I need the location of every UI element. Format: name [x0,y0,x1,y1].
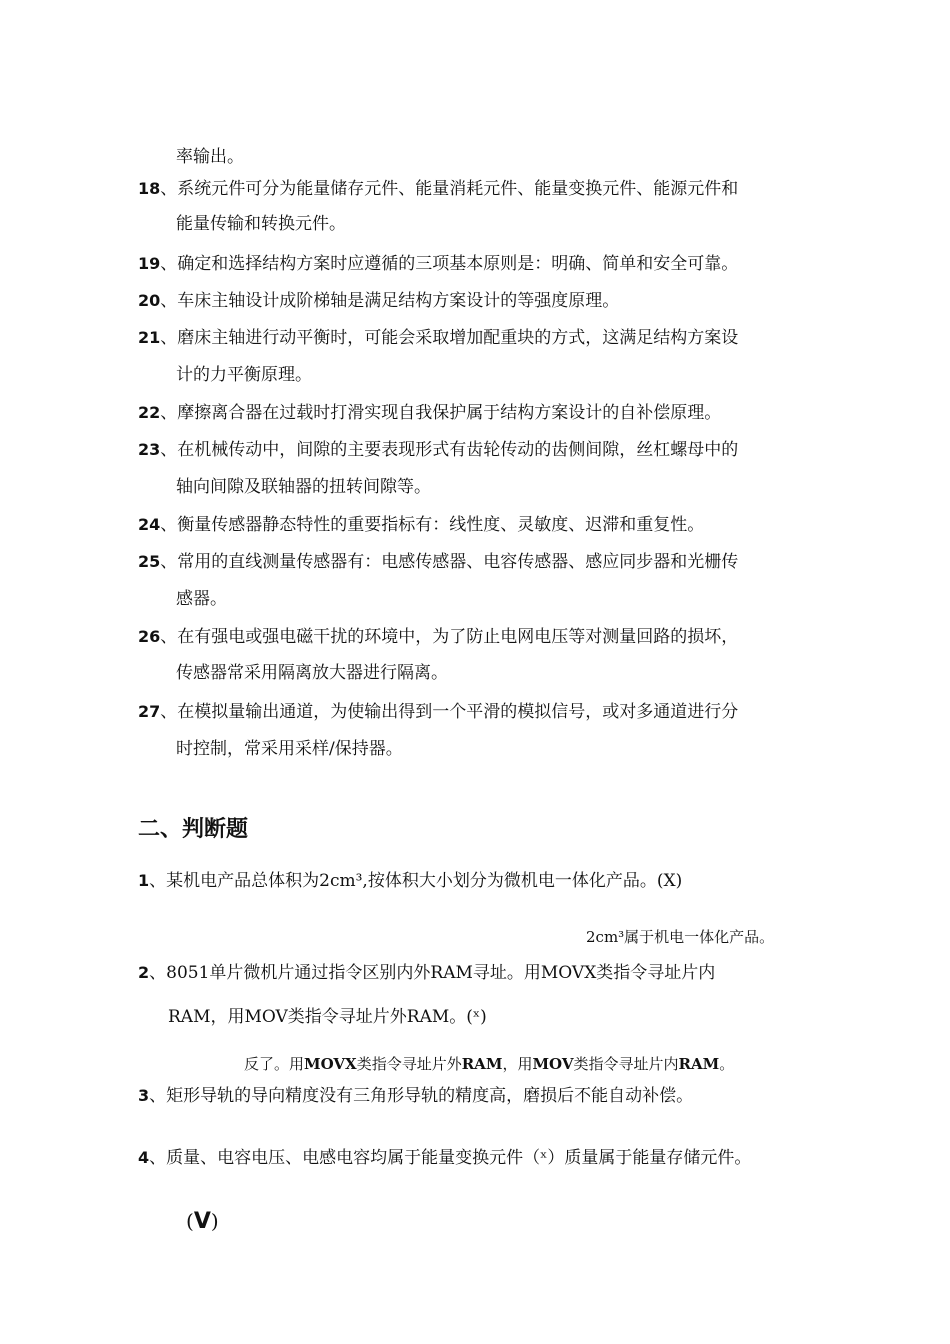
item-25 [138,551,738,573]
item-number: 18 [138,179,161,198]
item-number: 21 [138,328,161,347]
item-text: 在有强电或强电磁干扰的环境中，为了防止电网电压等对测量回路的损坏， [177,627,739,647]
note-text: 类指令寻址片内 [573,1055,679,1073]
question-note: 质量属于能量存储元件。 [564,1148,752,1168]
judge-q3 [138,1085,693,1107]
item-separator: 、 [160,403,178,423]
item-text: 在机械传动中，间隙的主要表现形式有齿轮传动的齿侧间隙，丝杠螺母中的 [177,440,739,460]
question-separator: 、 [149,1086,167,1106]
item-separator: 、 [160,702,178,722]
item-text: 衡量传感器静态特性的重要指标有：线性度、灵敏度、迟滞和重复性。 [177,515,705,535]
question-number: 1 [138,871,150,890]
item-text: 系统元件可分为能量储存元件、能量消耗元件、能量变换元件、能源元件和 [177,179,739,199]
answer-mark: (ˣ) [466,1007,487,1027]
question-text: 质量、电容电压、电感电容均属于能量变换元件 [166,1148,524,1168]
note-text: 类指令寻址片外 [356,1055,462,1073]
item-23 [138,439,738,461]
judge-q4 [138,1147,751,1169]
note-text: ，用 [502,1055,533,1073]
item-number: 24 [138,515,161,534]
paren-close: ) [210,1209,219,1233]
judge-q1 [138,870,682,892]
item-separator: 、 [160,254,178,274]
item-27 [138,701,738,723]
question-separator: 、 [149,963,167,983]
answer-mark: (X) [656,871,683,891]
paren-open: ( [186,1209,194,1233]
question-text: RAM，用MOV类指令寻址片外RAM。 [168,1007,467,1027]
note-text: 。 [719,1055,735,1073]
item-number: 27 [138,702,161,721]
judge-q1-note: 2cm³属于机电一体化产品。 [586,928,775,946]
note-text: 反了。用 [244,1055,305,1073]
note-keyword: MOVX [304,1055,357,1073]
item-25-line2: 感器。 [176,589,227,609]
item-number: 26 [138,627,161,646]
item-text: 确定和选择结构方案时应遵循的三项基本原则是：明确、简单和安全可靠。 [177,254,739,274]
item-20 [138,290,619,312]
item-separator: 、 [160,179,178,199]
item-19 [138,253,738,275]
note-keyword: RAM [461,1055,503,1073]
item-separator: 、 [160,627,178,647]
item-number: 20 [138,291,161,310]
item-separator: 、 [160,515,178,535]
question-text: 矩形导轨的导向精度没有三角形导轨的精度高，磨损后不能自动补偿。 [166,1086,694,1106]
judge-q2-note [244,1054,734,1074]
item-26-line2: 传感器常采用隔离放大器进行隔离。 [176,663,448,683]
section-title: 二、判断题 [138,817,249,842]
item-number: 22 [138,403,161,422]
question-separator: 、 [149,871,167,891]
question-separator: 、 [149,1148,167,1168]
item-separator: 、 [160,328,178,348]
item-18-line2: 能量传输和转换元件。 [176,214,346,234]
item-separator: 、 [160,440,178,460]
judge-q2-line2 [168,1006,487,1028]
judge-q2 [138,962,715,984]
item-23-line2: 轴向间隙及联轴器的扭转间隙等。 [176,477,431,497]
item-text: 车床主轴设计成阶梯轴是满足结构方案设计的等强度原理。 [177,291,620,311]
question-text: 8051单片微机片通过指令区别内外RAM寻址。用MOVX类指令寻址片内 [166,963,716,983]
item-26 [138,626,738,648]
item-18 [138,178,738,200]
item-21-line2: 计的力平衡原理。 [176,365,312,385]
item-21 [138,327,738,349]
item-text: 常用的直线测量传感器有：电感传感器、电容传感器、感应同步器和光栅传 [177,552,739,572]
item-text: 在模拟量输出通道，为使输出得到一个平滑的模拟信号，或对多通道进行分 [177,702,739,722]
item-22 [138,402,721,424]
question-number: 2 [138,963,150,982]
item-24 [138,514,704,536]
item-separator: 、 [160,552,178,572]
item-separator: 、 [160,291,178,311]
question-number: 4 [138,1148,150,1167]
item-text: 磨床主轴进行动平衡时，可能会采取增加配重块的方式，这满足结构方案设 [177,328,739,348]
item-number: 25 [138,552,161,571]
judge-q3-answer-mark [186,1208,219,1235]
item-27-line2: 时控制，常采用采样/保持器。 [176,739,403,759]
answer-mark: （ˣ） [523,1148,565,1168]
item-number: 23 [138,440,161,459]
question-number: 3 [138,1086,150,1105]
check-mark: V [193,1209,211,1234]
item-text: 摩擦离合器在过载时打滑实现自我保护属于结构方案设计的自补偿原理。 [177,403,722,423]
note-keyword: RAM [678,1055,720,1073]
note-keyword: MOV [532,1055,574,1073]
question-text: 某机电产品总体积为2cm³,按体积大小划分为微机电一体化产品。 [166,871,657,891]
item-17-continuation: 率输出。 [176,147,244,167]
item-number: 19 [138,254,161,273]
